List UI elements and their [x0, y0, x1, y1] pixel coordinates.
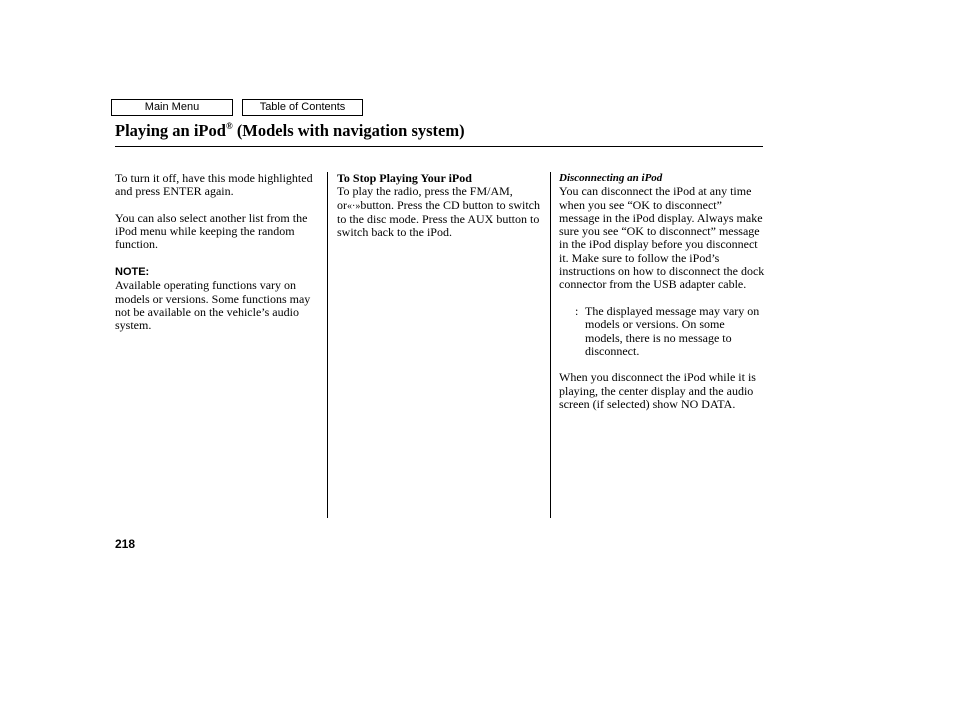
registered-mark: ®	[225, 121, 233, 131]
section-heading-disconnecting: Disconnecting an iPod	[559, 172, 663, 184]
page-number: 218	[115, 537, 136, 551]
paragraph-select-list: You can also select another list from the iPod menu while keeping the random function.	[115, 210, 308, 252]
disconnect-note-text: The displayed message may vary on models or versions. On some models, there is no message to disconnect.	[585, 303, 760, 358]
note-colon: :	[575, 303, 579, 318]
table-of-contents-button[interactable]: Table of Contents	[242, 99, 363, 116]
column-divider-1	[327, 172, 328, 518]
paragraph-no-data: When you disconnect the iPod while it is playing, the center display and the audio screen (if selected) show NO DATA.	[559, 370, 756, 412]
section-heading-stop-playing: To Stop Playing Your iPod	[337, 171, 472, 185]
column-right	[559, 172, 765, 411]
note-text: Available operating functions vary on models or versions. Some functions may not be available on the vehicle’s audio system.	[115, 278, 311, 333]
main-menu-button[interactable]: Main Menu	[111, 99, 233, 116]
page-title	[115, 121, 465, 141]
column-left	[115, 172, 321, 333]
paragraph-disconnect: You can disconnect the iPod at any time when you see “OK to disconnect” message in the iPod display. Always make sure you see “OK to disconnect” message in the iPod display before you disconnect it. Make sure to follow the iPod’s instructions on how to disconnect the dock connector from the USB adapter cable.	[559, 184, 765, 292]
title-suffix: (Models with navigation system)	[232, 121, 465, 140]
title-divider	[115, 146, 763, 147]
cd-seek-icon: «·»	[347, 200, 361, 212]
column-middle	[337, 172, 543, 239]
disconnect-note	[559, 305, 765, 358]
stop-line-2-pre: or	[337, 197, 347, 212]
stop-line-1: To play the radio, press the FM/AM,	[337, 184, 513, 199]
paragraph-stop-playing	[337, 185, 543, 239]
column-divider-2	[550, 172, 551, 518]
stop-line-2-post: button. Press the CD button to switch to the disc mode. Press the AUX button to switch back to the iPod.	[337, 197, 541, 240]
note-label	[115, 265, 321, 279]
title-text: Playing an iPod	[115, 121, 226, 140]
note-label-text: NOTE:	[115, 266, 150, 279]
paragraph-turn-off: To turn it off, have this mode highlighted and press ENTER again.	[115, 171, 313, 199]
